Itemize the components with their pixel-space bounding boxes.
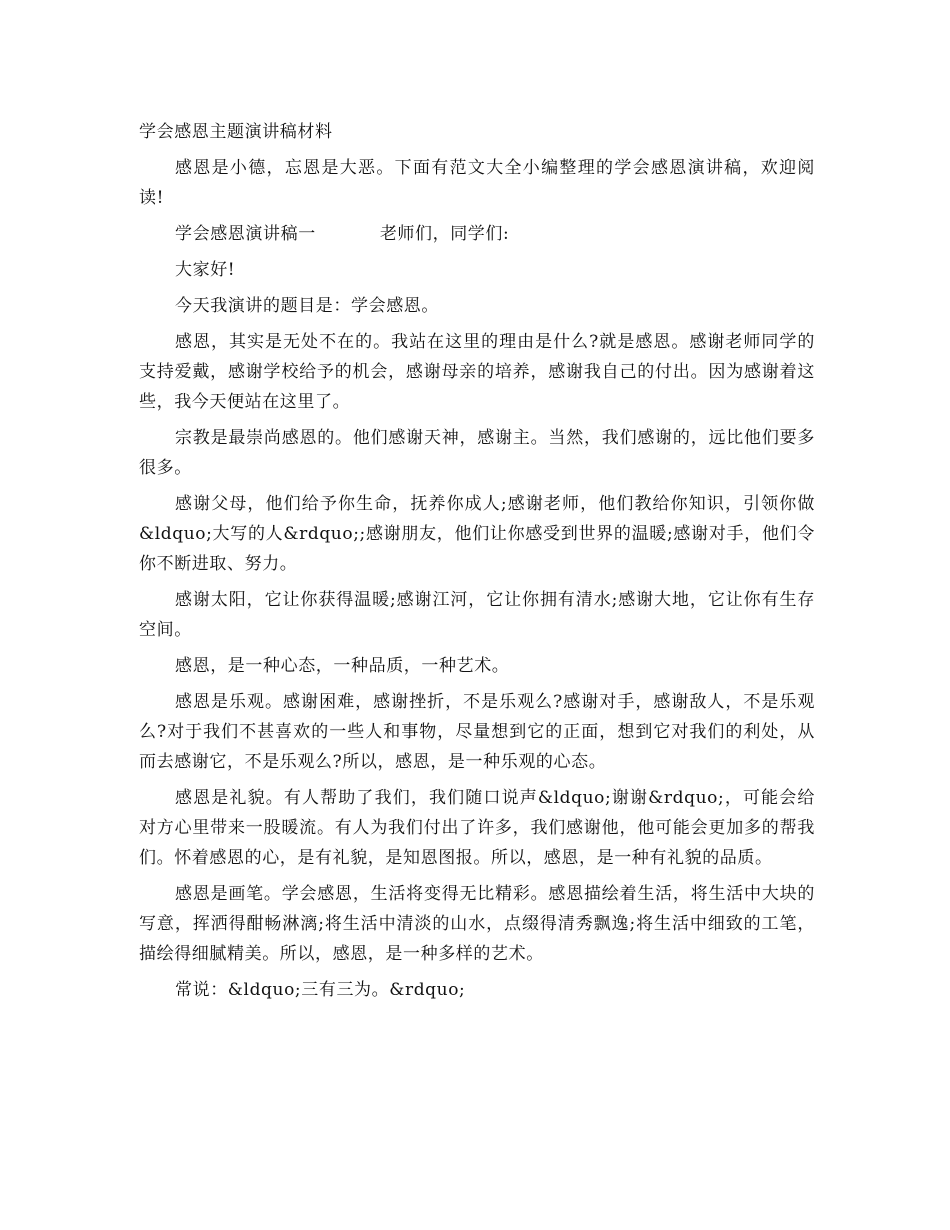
paragraph: 常说：&ldquo;三有三为。&rdquo; [175, 980, 466, 1000]
paragraph: 今天我演讲的题目是：学会感恩。 [175, 296, 439, 316]
document-title: 学会感恩主题演讲稿材料 [139, 122, 333, 142]
paragraph: 大家好! [175, 260, 236, 280]
speech-salutation: 老师们，同学们: [379, 224, 510, 244]
speech-heading [139, 219, 815, 249]
paragraph: 感恩是画笔。学会感恩，生活将变得无比精彩。感恩描绘着生活，将生活中大块的写意，挥洒得酣畅淋漓;将生活中清淡的山水，点缀得清秀飘逸;将生活中细致的工笔，描绘得细腻精美。所以，感恩，是一种多样的艺术。 [139, 884, 815, 964]
paragraph: 宗教是最崇尚感恩的。他们感谢天神，感谢主。当然，我们感谢的，远比他们要多很多。 [139, 428, 815, 478]
document-body [139, 117, 815, 1011]
paragraph: 感恩是礼貌。有人帮助了我们，我们随口说声&ldquo;谢谢&rdquo;，可能会给对方心里带来一股暖流。有人为我们付出了许多，我们感谢他，他可能会更加多的帮我们。怀着感恩的心，是有礼貌，是知恩图报。所以，感恩，是一种有礼貌的品质。 [139, 788, 815, 868]
paragraph: 感恩是乐观。感谢困难，感谢挫折，不是乐观么?感谢对手，感谢敌人，不是乐观么?对于我们不甚喜欢的一些人和事物，尽量想到它的正面，想到它对我们的利处，从而去感谢它，不是乐观么?所以，感恩，是一种乐观的心态。 [139, 692, 815, 772]
intro-paragraph: 感恩是小德，忘恩是大恶。下面有范文大全小编整理的学会感恩演讲稿，欢迎阅读! [139, 158, 815, 208]
paragraph: 感谢父母，他们给予你生命，抚养你成人;感谢老师，他们教给你知识，引领你做&ldquo;大写的人&rdquo;;感谢朋友，他们让你感受到世界的温暖;感谢对手，他们令你不断进取、努力。 [139, 494, 815, 574]
paragraph: 感恩，是一种心态，一种品质，一种艺术。 [175, 656, 510, 676]
paragraph: 感谢太阳，它让你获得温暖;感谢江河，它让你拥有清水;感谢大地，它让你有生存空间。 [139, 590, 815, 640]
speech-heading-title: 学会感恩演讲稿一 [175, 224, 316, 244]
paragraph: 感恩，其实是无处不在的。我站在这里的理由是什么?就是感恩。感谢老师同学的支持爱戴，感谢学校给予的机会，感谢母亲的培养，感谢我自己的付出。因为感谢着这些，我今天便站在这里了。 [139, 332, 815, 412]
